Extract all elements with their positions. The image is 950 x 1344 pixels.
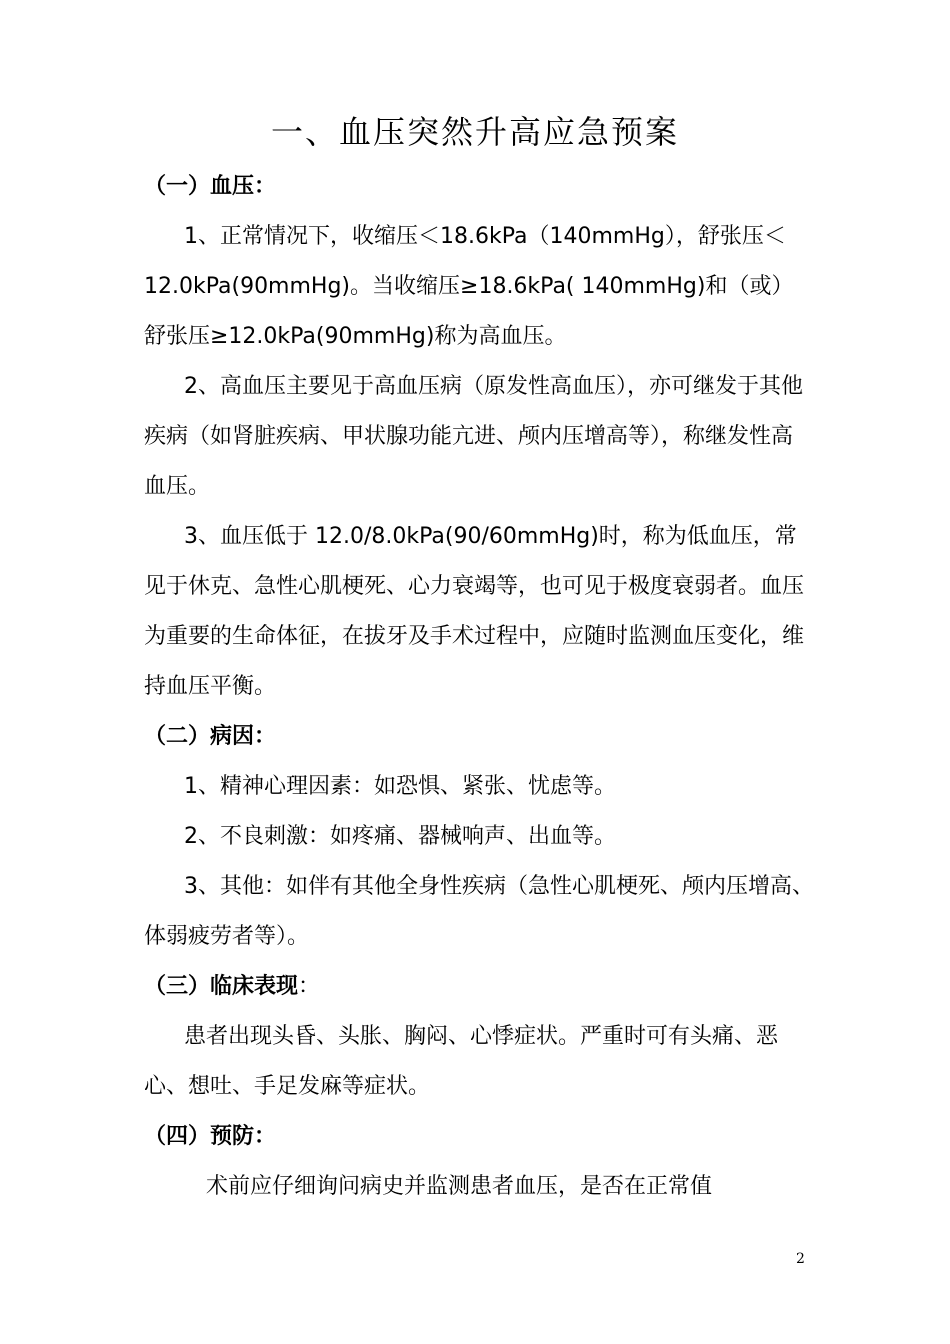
- section-heading-prevention: （四）预防：: [144, 1124, 277, 1149]
- paragraph-hypotension: 3、血压低于 12.0/8.0kPa(90/60mmHg)时，称为低血压，常见于休克、急性心肌梗死、心力衰竭等，也可见于极度衰弱者。血压为重要的生命体征，在拔牙及手术过程中，应随时监测血压变化，维持血压平衡。: [144, 524, 805, 699]
- paragraph-prevention: 术前应仔细询问病史并监测患者血压，是否在正常值: [206, 1174, 713, 1199]
- page-number: 2: [796, 1251, 805, 1267]
- section-heading-clinical-manifestations: [144, 962, 814, 1012]
- paragraph-hypertension-causes: 2、高血压主要见于高血压病（原发性高血压），亦可继发于其他疾病（如肾脏疾病、甲状腺功能亢进、颅内压增高等），称继发性高血压。: [144, 374, 803, 499]
- document-body: [144, 162, 814, 1212]
- paragraph-psychological-factors: 1、精神心理因素：如恐惧、紧张、忧虑等。: [184, 774, 616, 799]
- paragraph-normal-values: 1、正常情况下，收缩压＜18.6kPa（140mmHg），舒张压＜12.0kPa(90mmHg)。当收缩压≥18.6kPa( 140mmHg)和（或）舒张压≥12.0kPa(90mmHg)称为高血压。: [144, 224, 794, 349]
- paragraph-adverse-stimuli: 2、不良刺激：如疼痛、器械响声、出血等。: [184, 824, 616, 849]
- paragraph-other-causes: 3、其他：如伴有其他全身性疾病（急性心肌梗死、颅内压增高、体弱疲劳者等）。: [144, 874, 814, 949]
- section-heading-clinical-text: （三）临床表现: [144, 974, 299, 999]
- section-heading-clinical-colon: ：: [298, 974, 321, 999]
- document-title: 一、血压突然升高应急预案: [270, 113, 679, 151]
- section-heading-causes: （二）病因：: [144, 724, 277, 749]
- paragraph-symptoms: 患者出现头昏、头胀、胸闷、心悸症状。严重时可有头痛、恶心、想吐、手足发麻等症状。: [144, 1024, 779, 1099]
- section-heading-blood-pressure: （一）血压：: [144, 174, 277, 199]
